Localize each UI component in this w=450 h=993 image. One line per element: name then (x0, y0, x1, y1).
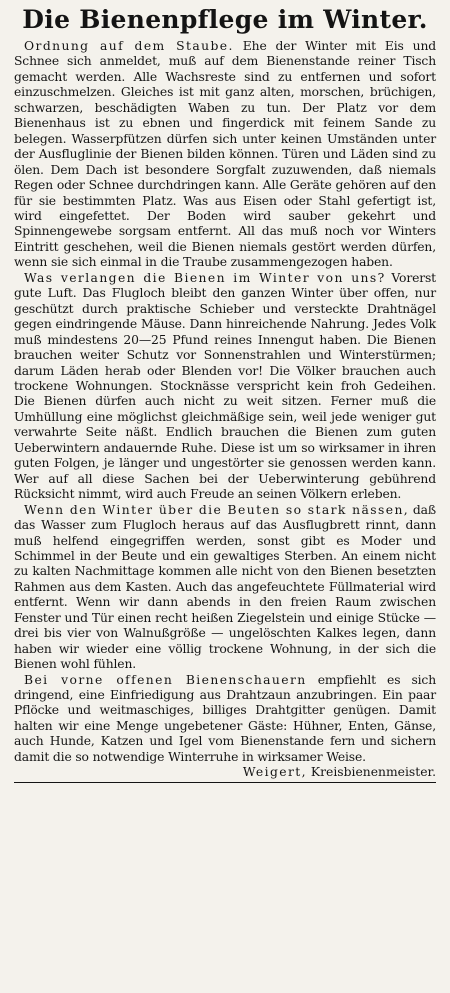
paragraph-text: Vorerst gute Luft. Das Flugloch bleibt den ganzen Winter über offen, nur geschützt durch praktische Schieber und versteckte Drahtnägel gegen eindringende Mäuse. Dann hinreichende Nahrung. Jedes Volk muß mindestens 20—25 Pfund reines Innengut haben. Die Bienen brauchen weiter Schutz vor Sonnenstrahlen und Winterstürmen; darum Läden herab oder Blenden vor! Die Völker brauchen auch trockene Wohnungen. Stocknässe verspricht kein froh Gedeihen. Die Bienen dürfen auch nicht zu weit sitzen. Ferner muß die Umhüllung eine möglichst gleichmäßige sein, weil jede weniger gut verwahrte Seite näßt. Endlich brauchen die Bienen zum guten Ueberwintern andauernde Ruhe. Diese ist um so wirksamer in ihren guten Folgen, je länger und ungestörter sie genossen werden kann. Wer auf all diese Sachen bei der Ueberwinterung gebührend Rücksicht nimmt, wird auch Freude an seinen Völkern erleben. (14, 270, 436, 502)
paragraph-dampness (14, 503, 436, 673)
article-body (14, 39, 436, 783)
author-signature (14, 765, 436, 782)
article-title: Die Bienenpflege im Winter. (22, 5, 428, 34)
paragraph-requirements (14, 271, 436, 503)
paragraph-cleanup (14, 39, 436, 271)
paragraph-lead: Bei vorne offenen Bienenschauern (24, 672, 307, 687)
paragraph-text: daß das Wasser zum Flugloch heraus auf das Ausflugbrett rinnt, dann muß helfend eingegriffen werden, sonst gibt es Moder und Schimmel in der Beute und ein gewaltiges Sterben. An einem nicht zu kalten Nachmittage kommen alle nicht von den Bienen besetzten Rahmen aus dem Kasten. Auch das angefeuchtete Füllmaterial wird entfernt. Wenn wir dann abends in den freien Raum zwischen Fenster und Tür einen recht heißen Ziegelstein und einige Stücke — drei bis vier von Walnußgröße — ungelöschten Kalkes legen, dann haben wir wieder eine völlig trockene Wohnung, in der sich die Bienen wohl fühlen. (14, 502, 436, 672)
paragraph-text: empfiehlt es sich dringend, eine Einfriedigung aus Drahtzaun anzubringen. Ein paar Pflöcke und weitmaschiges, billiges Drahtgitter genügen. Damit halten wir eine Menge ungebetener Gäste: Hühner, Enten, Gänse, auch Hunde, Katzen und Igel vom Bienenstande fern und sichern damit die so notwendige Winterruhe in wirksamer Weise. (14, 672, 436, 764)
author-role: Kreisbienenmeister. (306, 765, 436, 780)
author-name: Weigert, (242, 765, 307, 780)
paragraph-text: Ehe der Winter mit Eis und Schnee sich anmeldet, muß auf dem Bienenstande reiner Tisch gemacht werden. Alle Wachsreste sind zu entfernen und sofort einzuschmelzen. Gleiches ist mit ganz alten, morschen, brüchigen, schwarzen, beschädigten Waben zu tun. Der Platz vor dem Bienenhaus ist zu ebnen und fingerdick mit feinem Sande zu belegen. Wasserpfützen dürfen sich unter keinen Umständen unter der Ausfluglinie der Bienen bilden können. Türen und Läden sind zu ölen. Dem Dach ist besondere Sorgfalt zuzuwenden, daß niemals Regen oder Schnee durchdringen kann. Alle Geräte gehören auf den für sie bestimmten Platz. Was aus Eisen oder Stahl gefertigt ist, wird eingefettet. Der Boden wird sauber gekehrt und Spinnengewebe sorgsam entfernt. All das muß noch vor Winters Eintritt geschehen, weil die Bienen niemals gestört werden dürfen, wenn sie sich einmal in die Traube zusammengezogen haben. (14, 39, 436, 270)
paragraph-lead: Wenn den Winter über die Beuten so stark nässen, (24, 502, 410, 517)
paragraph-lead: Was verlangen die Bienen im Winter von uns? (24, 270, 386, 285)
paragraph-fencing (14, 673, 436, 766)
paragraph-lead: Ordnung auf dem Staube. (24, 39, 234, 53)
